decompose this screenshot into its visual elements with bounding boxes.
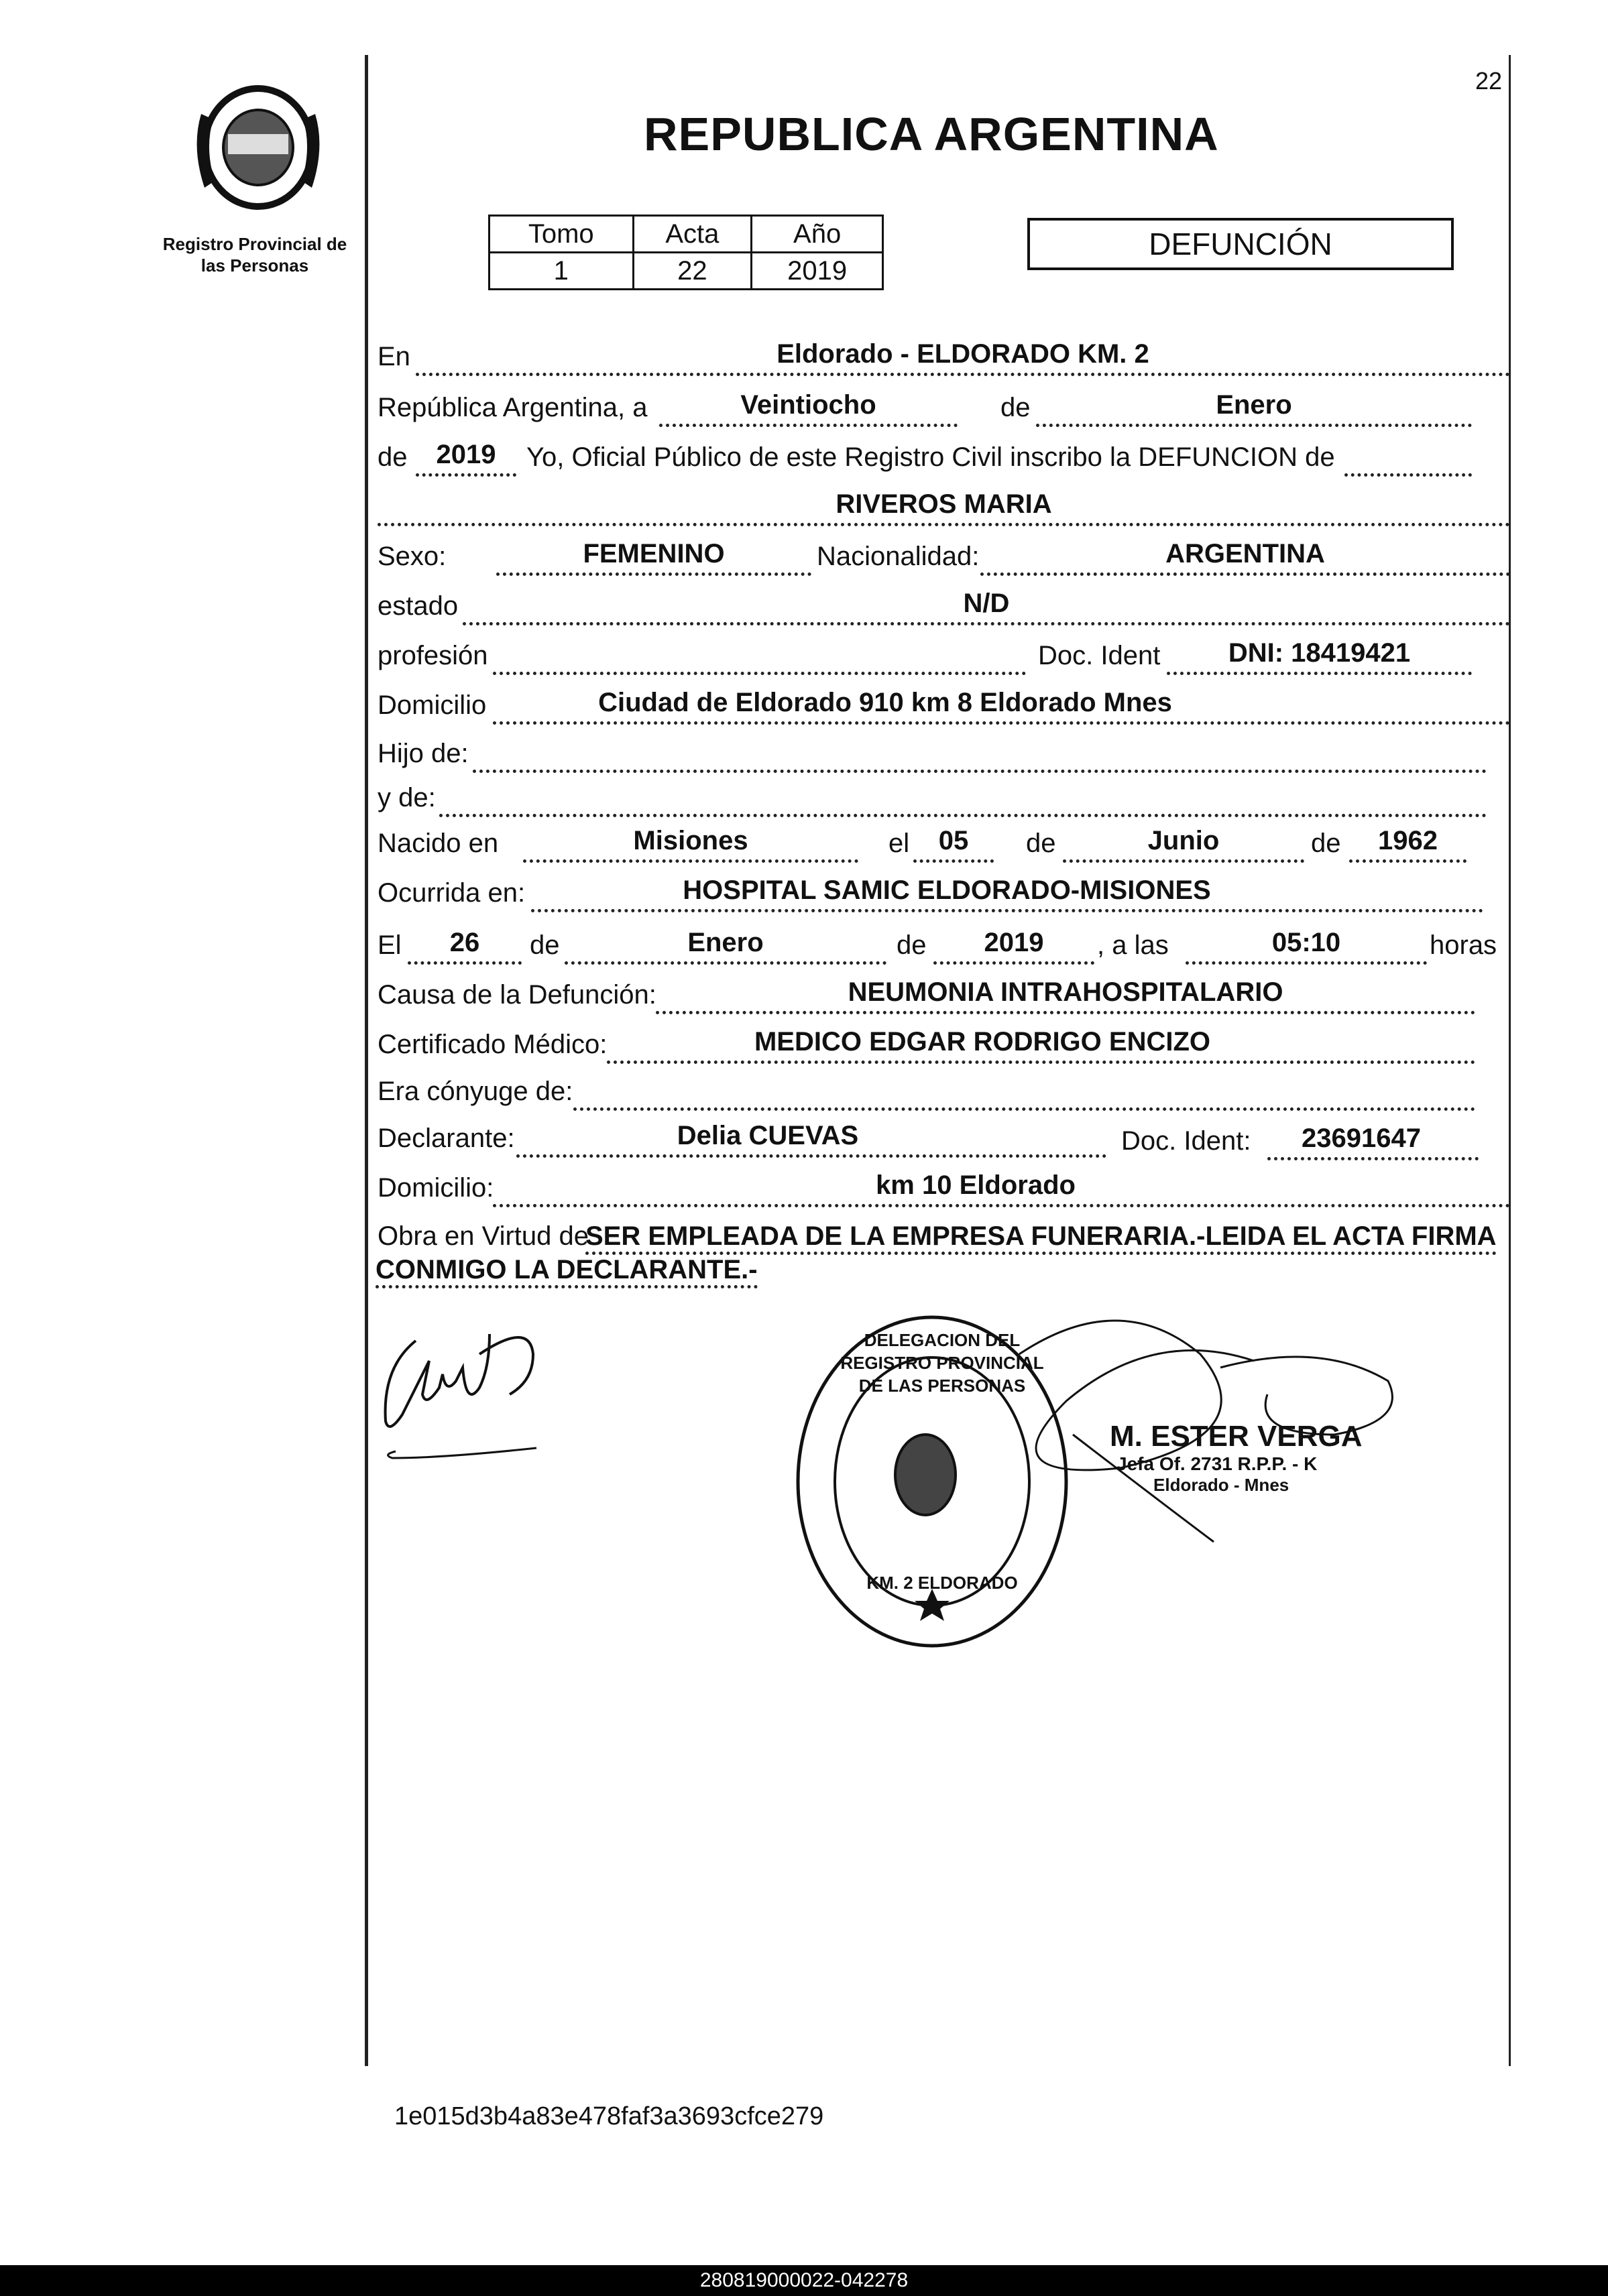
label-en: En xyxy=(378,342,410,371)
value-domicilio: Ciudad de Eldorado 910 km 8 Eldorado Mnes xyxy=(598,688,1172,717)
value-doc-ident: DNI: 18419421 xyxy=(1228,638,1411,668)
line-doc-ident xyxy=(1167,672,1472,675)
line-nacido-en xyxy=(523,859,858,863)
acta-value-tomo: 1 xyxy=(490,253,634,290)
label-de-2: de xyxy=(378,442,408,472)
label-obra: Obra en Virtud de xyxy=(378,1221,589,1251)
line-causa xyxy=(656,1011,1475,1014)
label-de-nac-2: de xyxy=(1311,829,1341,858)
line-nacionalidad xyxy=(980,572,1510,576)
value-sexo: FEMENINO xyxy=(583,539,725,568)
value-def-anio: 2019 xyxy=(984,928,1044,957)
line-nac-mes xyxy=(1063,859,1304,863)
value-lugar: Eldorado - ELDORADO KM. 2 xyxy=(777,339,1149,369)
line-mes xyxy=(1036,424,1472,427)
line-domicilio xyxy=(493,721,1510,725)
label-sexo: Sexo: xyxy=(378,542,447,571)
acta-table xyxy=(488,215,884,290)
document-title: REPUBLICA ARGENTINA xyxy=(644,108,1219,160)
label-ocurrida-en: Ocurrida en: xyxy=(378,878,526,908)
label-doc-ident-2: Doc. Ident: xyxy=(1121,1126,1251,1156)
acta-header-tomo: Tomo xyxy=(490,216,634,253)
label-yo: Yo, Oficial Público de este Registro Civil inscribo la DEFUNCION de xyxy=(526,442,1335,472)
value-declarante: Delia CUEVAS xyxy=(677,1121,859,1150)
acta-header-anio: Año xyxy=(752,216,883,253)
line-declarante xyxy=(516,1154,1106,1158)
acta-value-acta: 22 xyxy=(633,253,752,290)
label-nacionalidad: Nacionalidad: xyxy=(817,542,980,571)
line-estado xyxy=(463,622,1510,625)
value-def-hora: 05:10 xyxy=(1271,928,1341,957)
label-de-1: de xyxy=(1000,393,1031,422)
value-obra-line2: CONMIGO LA DECLARANTE.- xyxy=(376,1255,758,1288)
value-nacionalidad: ARGENTINA xyxy=(1165,539,1325,568)
line-ocurrida-en xyxy=(531,909,1483,912)
line-nac-anio xyxy=(1349,859,1467,863)
line-yo-end xyxy=(1344,473,1472,477)
label-certificado: Certificado Médico: xyxy=(378,1030,608,1059)
value-nac-mes: Junio xyxy=(1147,826,1220,855)
value-def-dia: 26 xyxy=(449,928,480,957)
line-dia xyxy=(659,424,958,427)
stamp-official-line2: Jefa Of. 2731 R.P.P. - K xyxy=(1116,1453,1318,1474)
line-conyuge xyxy=(573,1107,1475,1111)
value-nombre: RIVEROS MARIA xyxy=(836,489,1052,519)
line-profesion xyxy=(493,672,1026,675)
label-de-def-2: de xyxy=(897,930,927,960)
value-ocurrida-en: HOSPITAL SAMIC ELDORADO-MISIONES xyxy=(683,875,1211,905)
value-def-mes: Enero xyxy=(687,928,764,957)
line-declarante-doc xyxy=(1267,1157,1479,1160)
label-doc-ident: Doc. Ident xyxy=(1038,641,1161,670)
line-def-mes xyxy=(565,961,886,965)
line-def-dia xyxy=(408,961,522,965)
label-causa: Causa de la Defunción: xyxy=(378,980,656,1010)
acta-value-anio: 2019 xyxy=(752,253,883,290)
acta-header-acta: Acta xyxy=(633,216,752,253)
hash-code: 1e015d3b4a83e478faf3a3693cfce279 xyxy=(394,2102,824,2130)
value-anio: 2019 xyxy=(436,440,496,469)
value-nacido-en: Misiones xyxy=(633,826,748,855)
label-declarante: Declarante: xyxy=(378,1124,515,1153)
label-domicilio-2: Domicilio: xyxy=(378,1173,494,1203)
label-el-2: El xyxy=(378,930,402,960)
label-nacido-en: Nacido en xyxy=(378,829,499,858)
line-y-de xyxy=(439,814,1487,817)
registry-name: Registro Provincial de las Personas xyxy=(162,234,347,276)
label-republica: República Argentina, a xyxy=(378,393,648,422)
seal-emblem xyxy=(197,88,320,206)
value-declarante-domicilio: km 10 Eldorado xyxy=(876,1170,1076,1200)
value-dia-letras: Veintiocho xyxy=(740,390,876,420)
footer-bar xyxy=(0,2265,1608,2296)
label-hijo-de: Hijo de: xyxy=(378,739,469,768)
line-certificado xyxy=(607,1061,1475,1064)
stamp-ring-text-span: DELEGACION DEL REGISTRO PROVINCIAL DE LAS PERSONAS xyxy=(840,1330,1044,1396)
left-margin-line xyxy=(365,55,368,2066)
footer-code: 280819000022-042278 xyxy=(699,2269,909,2291)
value-mes: Enero xyxy=(1216,390,1292,420)
value-nac-dia: 05 xyxy=(938,826,969,855)
stamp-ring-label-wrap xyxy=(801,1330,1083,1683)
line-sexo xyxy=(496,572,811,576)
label-estado: estado xyxy=(378,591,459,621)
label-de-def-1: de xyxy=(530,930,560,960)
stamp-official-line3: Eldorado - Mnes xyxy=(1153,1475,1289,1495)
line-def-anio xyxy=(933,961,1094,965)
line-nombre xyxy=(378,523,1510,526)
stamp-ring-label xyxy=(828,1330,1056,1594)
label-domicilio: Domicilio xyxy=(378,690,487,720)
value-declarante-doc: 23691647 xyxy=(1302,1124,1421,1153)
value-estado: N/D xyxy=(963,589,1010,618)
page-number: 22 xyxy=(1475,67,1503,95)
value-certificado: MEDICO EDGAR RODRIGO ENCIZO xyxy=(754,1027,1211,1056)
line-domicilio-2 xyxy=(493,1204,1510,1207)
stamp-official-name: M. ESTER VERGA xyxy=(1110,1420,1363,1453)
stamp-inner-text: KM. 2 ELDORADO xyxy=(866,1573,1018,1593)
value-causa: NEUMONIA INTRAHOSPITALARIO xyxy=(848,977,1283,1007)
label-el: el xyxy=(888,829,910,858)
label-a-las: , a las xyxy=(1097,930,1169,960)
value-nac-anio: 1962 xyxy=(1378,826,1438,855)
document-type-box: DEFUNCIÓN xyxy=(1027,218,1454,270)
declarant-signature xyxy=(376,1294,577,1468)
label-y-de: y de: xyxy=(378,783,436,812)
province-seal-logo xyxy=(181,74,335,215)
label-horas: horas xyxy=(1430,930,1497,960)
label-conyuge: Era cónyuge de: xyxy=(378,1077,573,1106)
line-hijo-de xyxy=(473,770,1487,773)
line-def-hora xyxy=(1186,961,1427,965)
label-de-nac-1: de xyxy=(1026,829,1056,858)
line-nac-dia xyxy=(913,859,994,863)
value-obra-line1: SER EMPLEADA DE LA EMPRESA FUNERARIA.-LEIDA EL ACTA FIRMA xyxy=(585,1221,1497,1255)
line-anio xyxy=(416,473,516,477)
label-profesion: profesión xyxy=(378,641,488,670)
line-en xyxy=(416,373,1510,376)
